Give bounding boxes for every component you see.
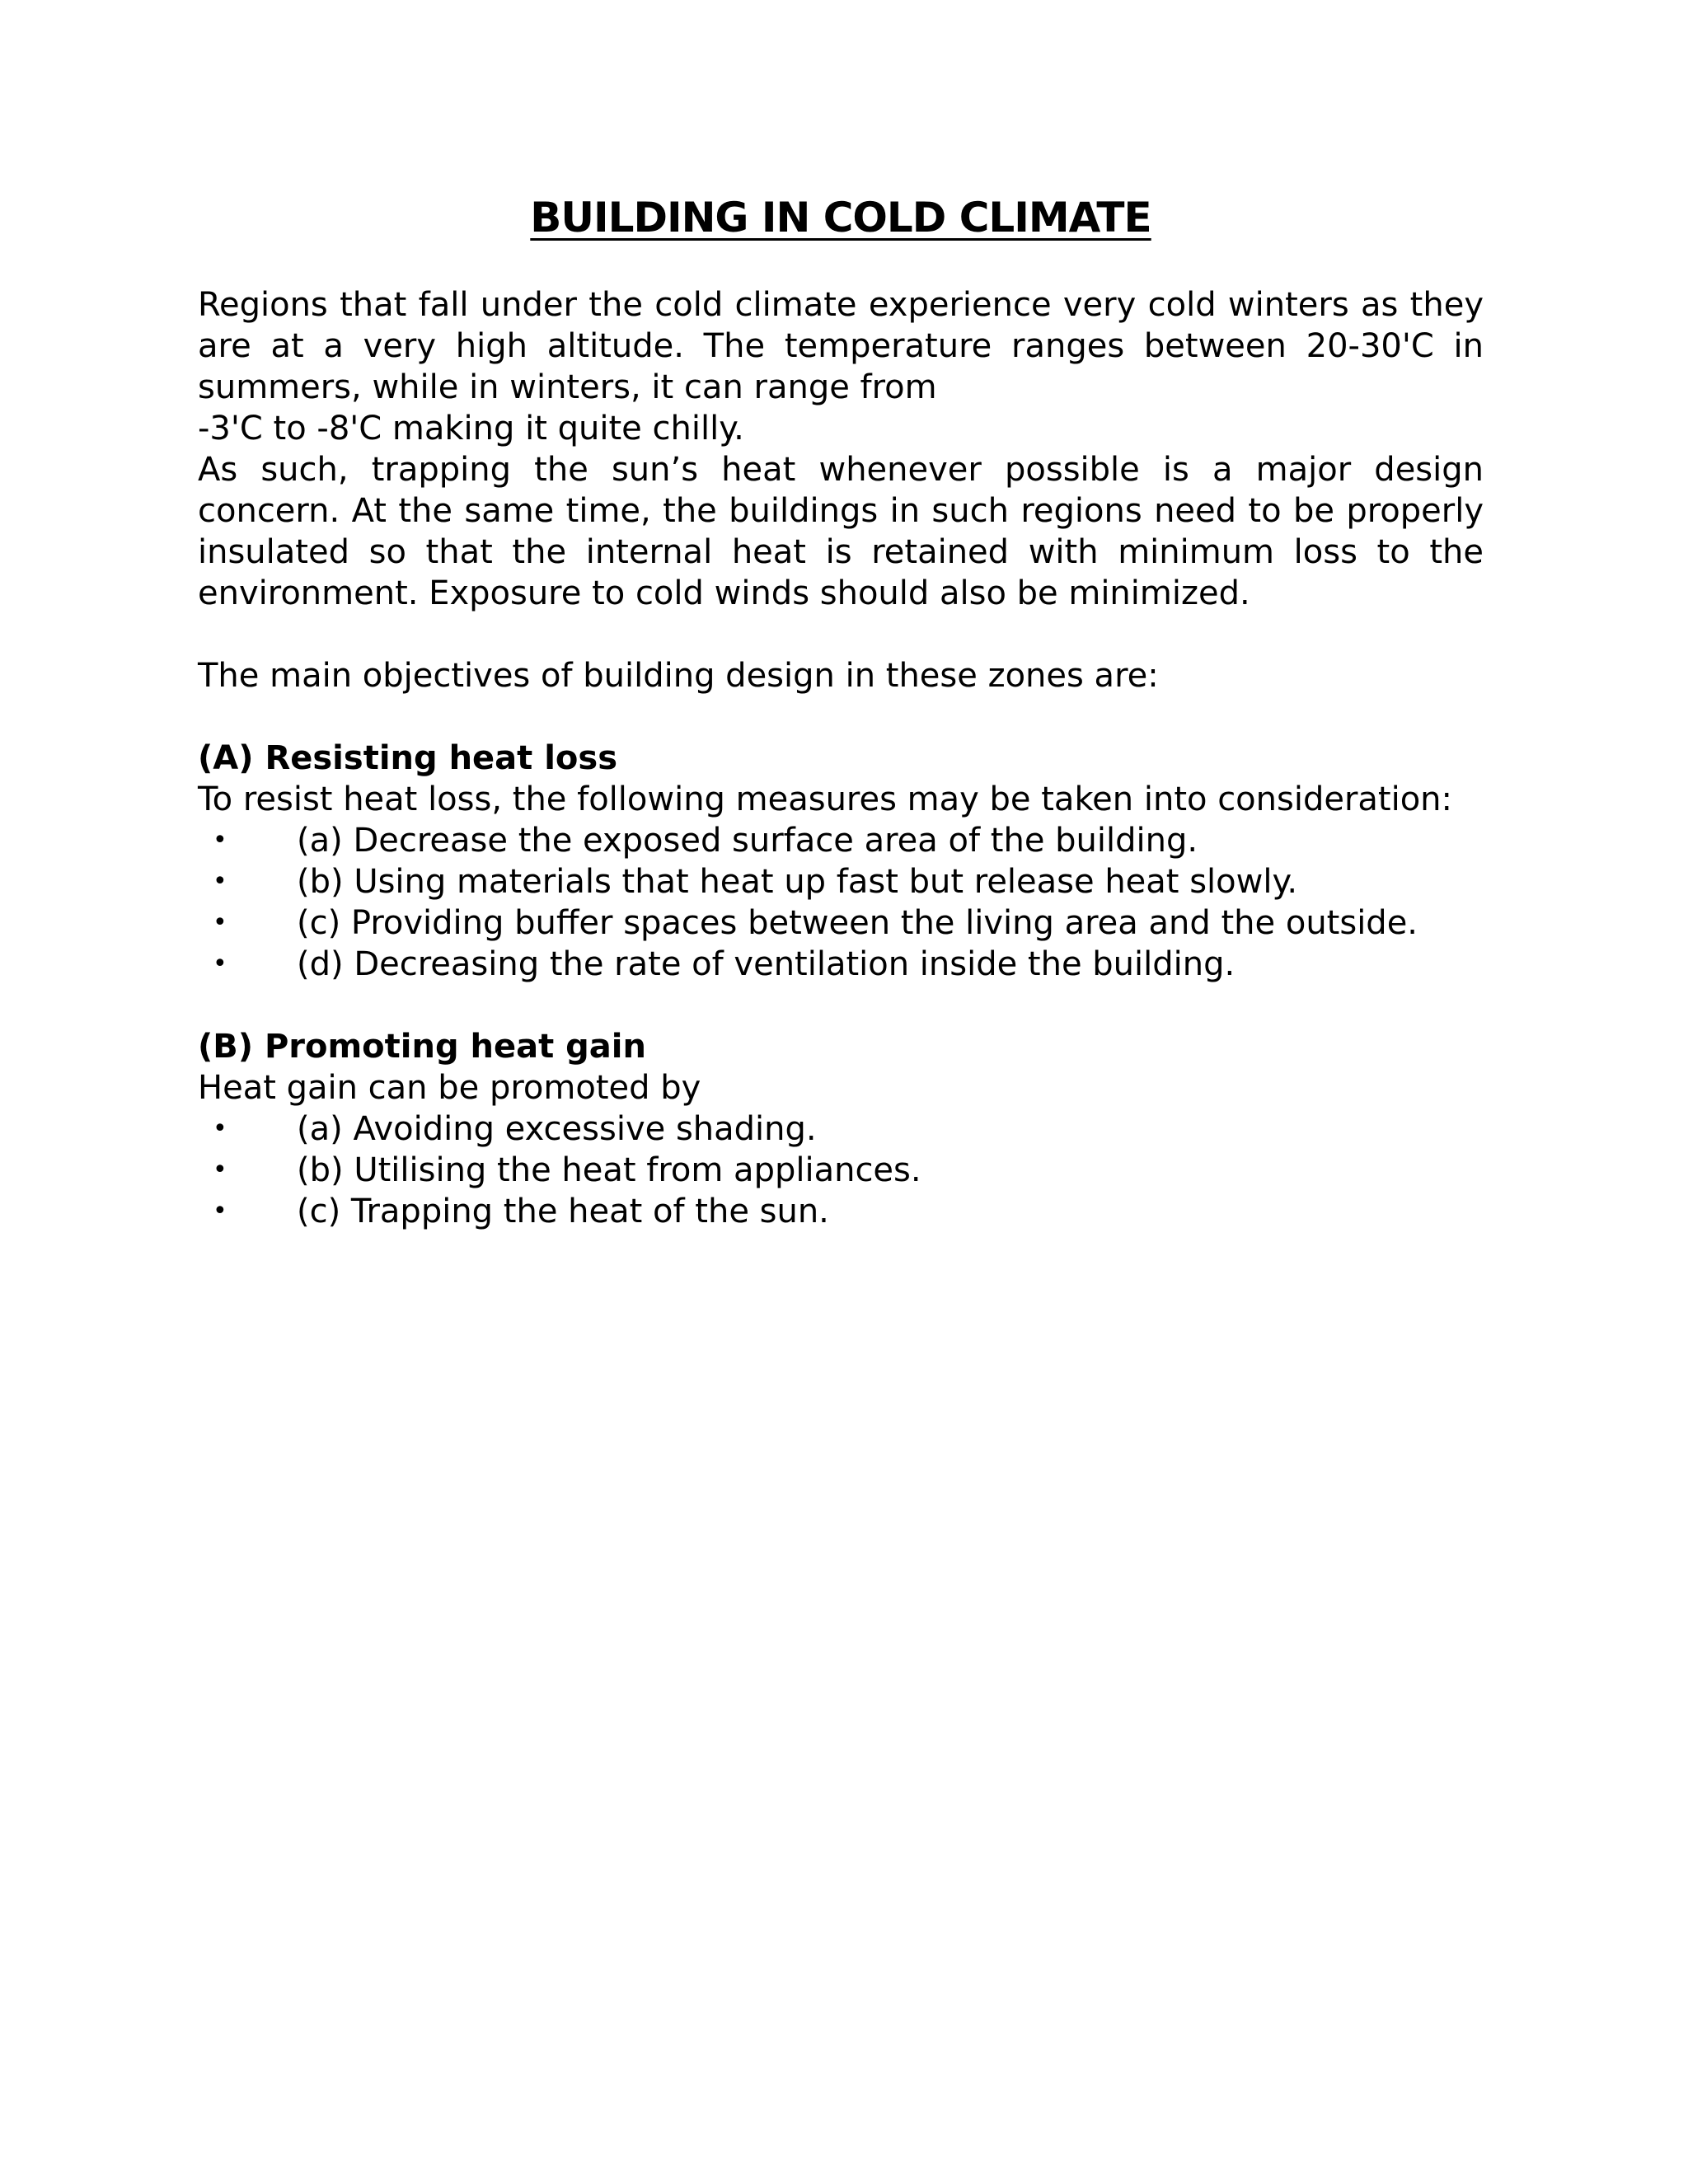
list-item: • (d) Decreasing the rate of ventilation inside the building. [213,945,1236,983]
bullet-icon: • [213,826,227,855]
section-b-heading: (B) Promoting heat gain [198,1028,646,1066]
section-b-lead: Heat gain can be promoted by [198,1069,701,1107]
section-a-lead: To resist heat loss, the following measures may be taken into consideration: [198,780,1453,818]
bullet-icon: • [213,949,227,978]
list-item: • (b) Using materials that heat up fast but release heat slowly. [213,863,1298,901]
section-b-list [198,1108,1484,1232]
list-item: • (a) Avoiding excessive shading. [213,1110,817,1148]
objectives-intro: The main objectives of building design in these zones are: [198,657,1159,695]
bullet-icon: • [213,1197,227,1226]
list-item: • (c) Trapping the heat of the sun. [213,1193,829,1230]
bullet-icon: • [213,867,227,896]
intro-text-2: As such, trapping the sun’s heat whenever possible is a major design concern. At the same time, the buildings in such regions need to be properly insulated so that the internal heat is retained with minimum loss to the environment. Exposure to cold winds should also be minimized. [198,451,1484,612]
spacer [198,696,1484,738]
bullet-icon: • [213,908,227,937]
spacer [198,614,1484,655]
bullet-icon: • [213,1114,227,1143]
section-a-list [198,820,1484,985]
list-item: • (b) Utilising the heat from appliances. [213,1151,921,1189]
intro-text-1-continued: -3'C to -8'C making it quite chilly. [198,410,744,448]
bullet-icon: • [213,1155,227,1184]
page-title: BUILDING IN COLD CLIMATE [530,194,1151,241]
list-item: • (c) Providing buffer spaces between the living area and the outside. [213,904,1418,942]
document-page [198,194,1484,1232]
section-a-heading: (A) Resisting heat loss [198,739,618,777]
list-item: • (a) Decrease the exposed surface area of the building. [213,822,1198,860]
spacer [198,985,1484,1026]
intro-text-1: Regions that fall under the cold climate experience very cold winters as they are at a very high altitude. The temperature ranges between 20-30'C in summers, while in winters, it can range from [198,286,1484,406]
intro-paragraph [198,284,1484,614]
